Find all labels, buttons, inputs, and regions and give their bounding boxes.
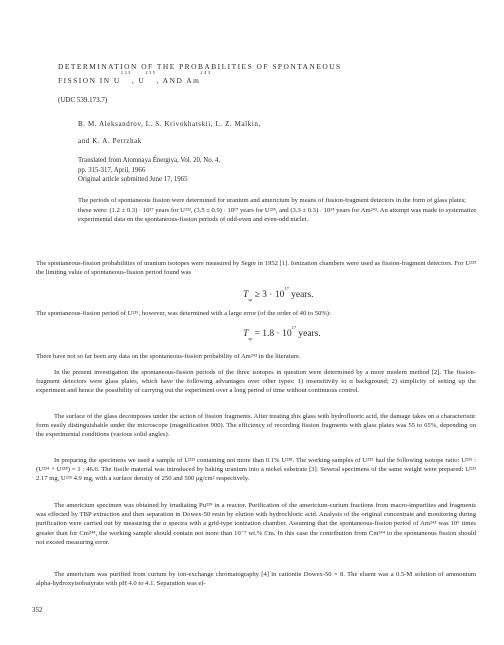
article-title xyxy=(58,60,458,88)
author-list xyxy=(78,116,458,150)
equation-2: Tsp = $1.8 \cdot 10^{17}$ years. xyxy=(243,325,321,341)
authors-line-1: B. M. Aleksandrov, L. S. Krivokhatskii, L. Z. Malkin, xyxy=(78,120,261,128)
udc-code: (UDC 539.173.7) xyxy=(58,96,108,104)
paragraph-5: The surface of the glass decomposes under the action of fission fragments. After treating this glass with hydrofluoric acid, the damage takes on a characteristic form easily distinguishable under the microscope (magnification 900). The efficiency of recording fission fragments with glass plates was 55 to 65%, depending on the experimental conditions (various solid angles). xyxy=(36,413,476,439)
paragraph-8: The americium was purified from curium by ion-exchange chromatography [4] in cationite Dowex-50 × 8. The eluent was a 0.5-M solution of ammonium alpha-hydroxyisobutyrate with pH 4.0 to 4.1. Separation was ef- xyxy=(36,571,476,588)
paragraph-6: In preparing the specimens we used a sample of U²³³ containing not more than 0.1% U²³⁸. The working samples of U²³⁵ had the following isotope ratio: U²³⁵ : (U²³⁴ + U²³⁸) = 1 : 46.6. The fissile material was introduced by baking uranium into a nickel substrate [3]. Several specimens of the same weight were prepared: U²³³ 2.17 mg, U²³⁵ 4.9 mg, with a surface density of 250 and 500 μg/cm² respectively. xyxy=(36,457,476,483)
equation-1: Tsp ≥ $3 \cdot 10^{17}$ years. xyxy=(243,286,314,302)
title-line-2: FISSION IN $U^{233}$, $U^{235}$, AND Am$^{243}$ xyxy=(58,70,212,85)
translation-note xyxy=(78,156,458,185)
paragraph-3: There have not so far been any data on the spontaneous-fission probability of Am²⁴³ in the literature. xyxy=(36,353,301,360)
paragraph-1: The spontaneous-fission probabilities of uranium isotopes were measured by Segre in 1952 [1]. Ionization chambers were used as fission-fragment detectors. For U²³³ the limiting value of spontaneous-fission period found was xyxy=(36,260,476,277)
paragraph-4: In the present investigation the spontaneous-fission periods of the three isotopes in question were determined by a more modern method [2]. The fission-fragment detectors were glass plates, which have the following advantages over other types: 1) insensitivity to α background; 2) simplicity of setting up the experiment and hence the possibility of carrying out the experiment over a long period of time without continuous control. xyxy=(36,369,476,395)
translation-source: Translated from Atomnaya Énergiya, Vol. 20, No. 4, xyxy=(78,157,221,164)
paragraph-7: The americium specimen was obtained by irradiating Pu²³⁹ in a reactor. Purification of the americium-curium fractions from macro-impurities and fragments was effected by TBP extraction and then separation in Dowex-50 resin by elution with hydrochloric acid. Analysis of the original concentrate and monitoring during purification were carried out by measuring the α spectra with a grid-type ionization chamber. Assuming that the spontaneous-fission period of Am²⁴³ was 10⁶ times greater than for Cm²⁴⁴, the working sample should contain not more than 10⁻⁷ wt.% Cm. In this case the contribution from Cm²⁴⁴ to the spontaneous fission should not exceed measuring error. xyxy=(36,502,476,546)
abstract: The periods of spontaneous fission were determined for uranium and americium by means of fission-fragment detectors in the form of glass plates; these were: (1.2 ± 0.3) · 10¹⁷ years for U²³³, (3.5 ± 0.9) · 10¹⁷ years for U²³⁵, and (3.3 ± 0.3) · 10¹⁴ years for Am²⁴³. An attempt was made to systematize experimental data on the spontaneous-fission periods of odd-even and even-odd nuclei. xyxy=(78,197,477,224)
title-line-1: DETERMINATION OF THE PROBABILITIES OF SPONTANEOUS xyxy=(58,62,342,71)
page-number: 352 xyxy=(32,606,43,614)
translation-pages: pp. 315-317, April, 1966 xyxy=(78,166,146,174)
submission-date: Original article submitted June 17, 1965 xyxy=(78,176,188,184)
authors-line-2: and K. A. Petrzhak xyxy=(78,137,142,145)
paragraph-2: The spontaneous-fission period of U²³⁵, however, was determined with a large error (of the order of 40 to 50%): xyxy=(36,310,331,317)
